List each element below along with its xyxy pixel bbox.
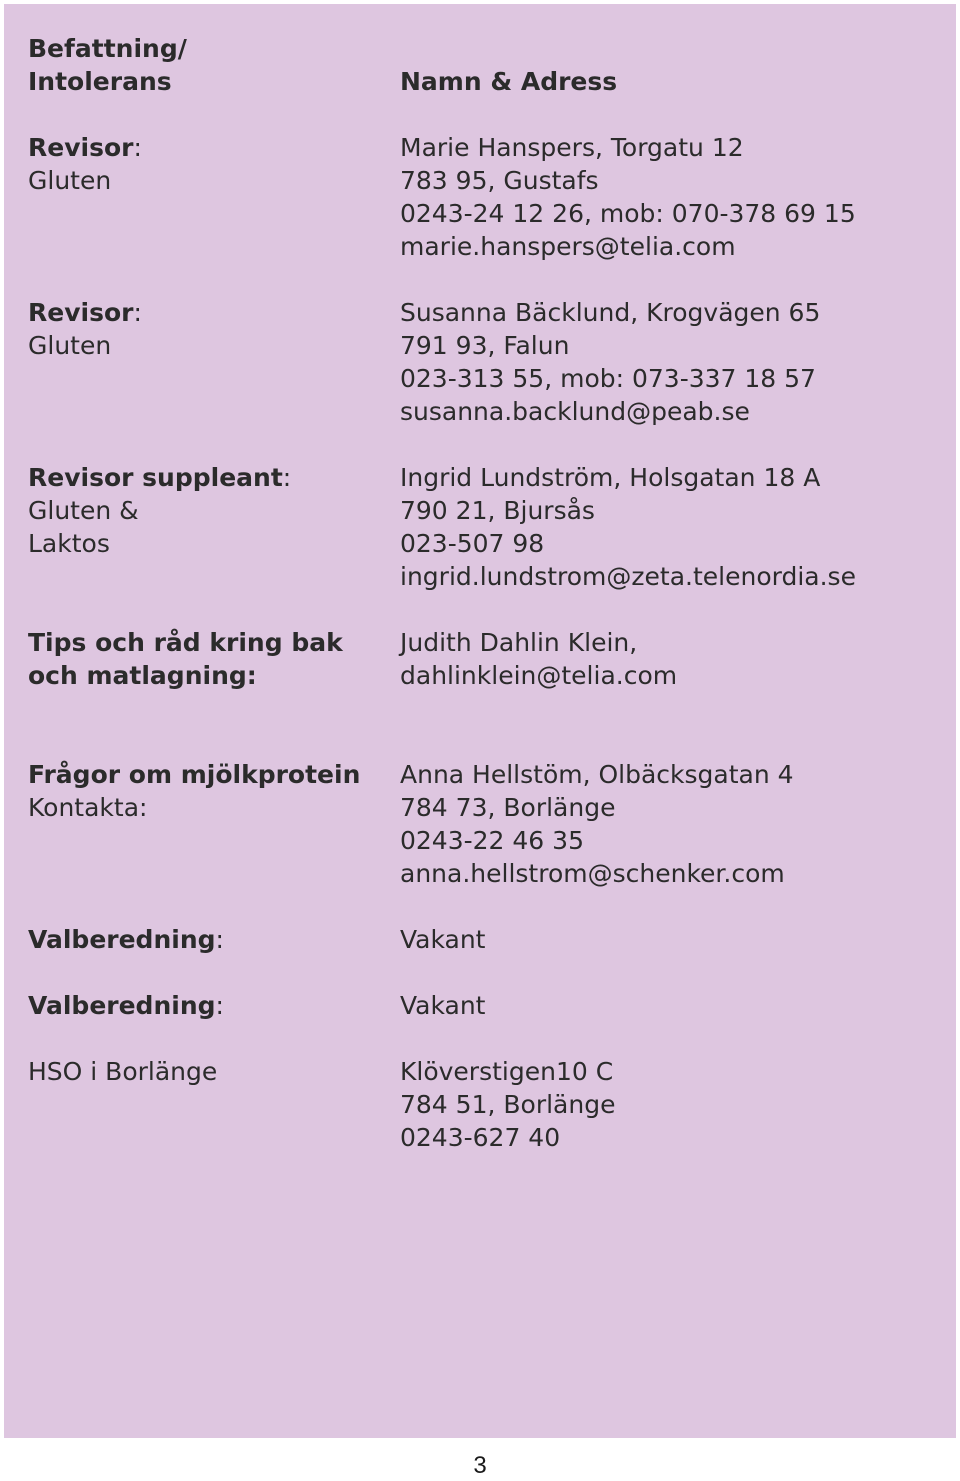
contact-street: Klöverstigen10 C: [400, 1057, 614, 1086]
contact-name: Anna Hellstöm, Olbäcksgatan 4: [400, 760, 794, 789]
contact-email: marie.hanspers@telia.com: [400, 232, 736, 261]
tips-label-line1: Tips och råd kring bak: [28, 628, 343, 657]
contact-city: 783 95, Gustafs: [400, 166, 599, 195]
entry-contact: [400, 131, 928, 263]
intolerance: Gluten: [28, 166, 112, 195]
entry-role: [28, 461, 400, 593]
entry-milk-protein: [28, 758, 928, 890]
entry-role: [28, 131, 400, 263]
page-number: 3: [473, 1452, 487, 1479]
hso-contact: [400, 1055, 928, 1154]
milk-label: [28, 758, 400, 890]
contact-email: anna.hellstrom@schenker.com: [400, 859, 785, 888]
role-label: Valberedning: [28, 925, 216, 954]
entry-revisor-1: [28, 131, 928, 263]
intolerance: Gluten: [28, 331, 112, 360]
contact-city: 784 73, Borlänge: [400, 793, 616, 822]
entry-contact: [400, 923, 928, 956]
milk-contact: [400, 758, 928, 890]
role-colon: :: [215, 991, 224, 1020]
vacancy-value: Vakant: [400, 991, 486, 1020]
header-left-line1: Befattning/: [28, 34, 187, 63]
intolerance-2: Laktos: [28, 529, 110, 558]
hso-label-text: HSO i Borlänge: [28, 1057, 218, 1086]
contact-name: Judith Dahlin Klein,: [400, 628, 638, 657]
entry-contact: [400, 461, 928, 593]
contact-email: susanna.backlund@peab.se: [400, 397, 750, 426]
contact-name: Marie Hanspers, Torgatu 12: [400, 133, 744, 162]
intolerance: Gluten &: [28, 496, 139, 525]
role-colon: :: [215, 925, 224, 954]
tips-contact: [400, 626, 928, 692]
hso-label: [28, 1055, 400, 1154]
role-label: Valberedning: [28, 991, 216, 1020]
contact-email: dahlinklein@telia.com: [400, 661, 678, 690]
entry-role: [28, 989, 400, 1022]
contact-phone: 0243-627 40: [400, 1123, 561, 1152]
contact-name: Susanna Bäcklund, Krogvägen 65: [400, 298, 821, 327]
entry-revisor-suppleant: [28, 461, 928, 593]
entry-contact: [400, 989, 928, 1022]
entry-role: [28, 923, 400, 956]
tips-label-line2: och matlagning:: [28, 661, 257, 690]
role-label: Revisor: [28, 298, 134, 327]
entry-contact: [400, 296, 928, 428]
contact-name: Ingrid Lundström, Holsgatan 18 A: [400, 463, 821, 492]
entry-revisor-2: [28, 296, 928, 428]
contact-phone: 023-507 98: [400, 529, 545, 558]
entry-valberedning-2: [28, 989, 928, 1022]
vacancy-value: Vakant: [400, 925, 486, 954]
entry-hso: [28, 1055, 928, 1154]
role-colon: :: [133, 133, 142, 162]
header-right: [400, 32, 928, 98]
tips-label: [28, 626, 400, 692]
milk-label-line1: Frågor om mjölkprotein: [28, 760, 361, 789]
header-left-line2: Intolerans: [28, 67, 172, 96]
role-colon: :: [133, 298, 142, 327]
header-left: [28, 32, 400, 98]
contact-phone: 023-313 55, mob: 073-337 18 57: [400, 364, 816, 393]
header-row: [28, 32, 928, 98]
contact-city: 784 51, Borlänge: [400, 1090, 616, 1119]
role-label: Revisor suppleant: [28, 463, 283, 492]
role-colon: :: [282, 463, 292, 492]
contact-phone: 0243-24 12 26, mob: 070-378 69 15: [400, 199, 856, 228]
entry-tips: [28, 626, 928, 692]
contact-city: 790 21, Bjursås: [400, 496, 595, 525]
header-right-label: Namn & Adress: [400, 67, 618, 96]
role-label: Revisor: [28, 133, 134, 162]
contact-list: [28, 32, 928, 1187]
contact-phone: 0243-22 46 35: [400, 826, 584, 855]
entry-valberedning-1: [28, 923, 928, 956]
entry-role: [28, 296, 400, 428]
contact-city: 791 93, Falun: [400, 331, 570, 360]
contact-email: ingrid.lundstrom@zeta.telenordia.se: [400, 562, 856, 591]
milk-label-line2: Kontakta:: [28, 793, 148, 822]
